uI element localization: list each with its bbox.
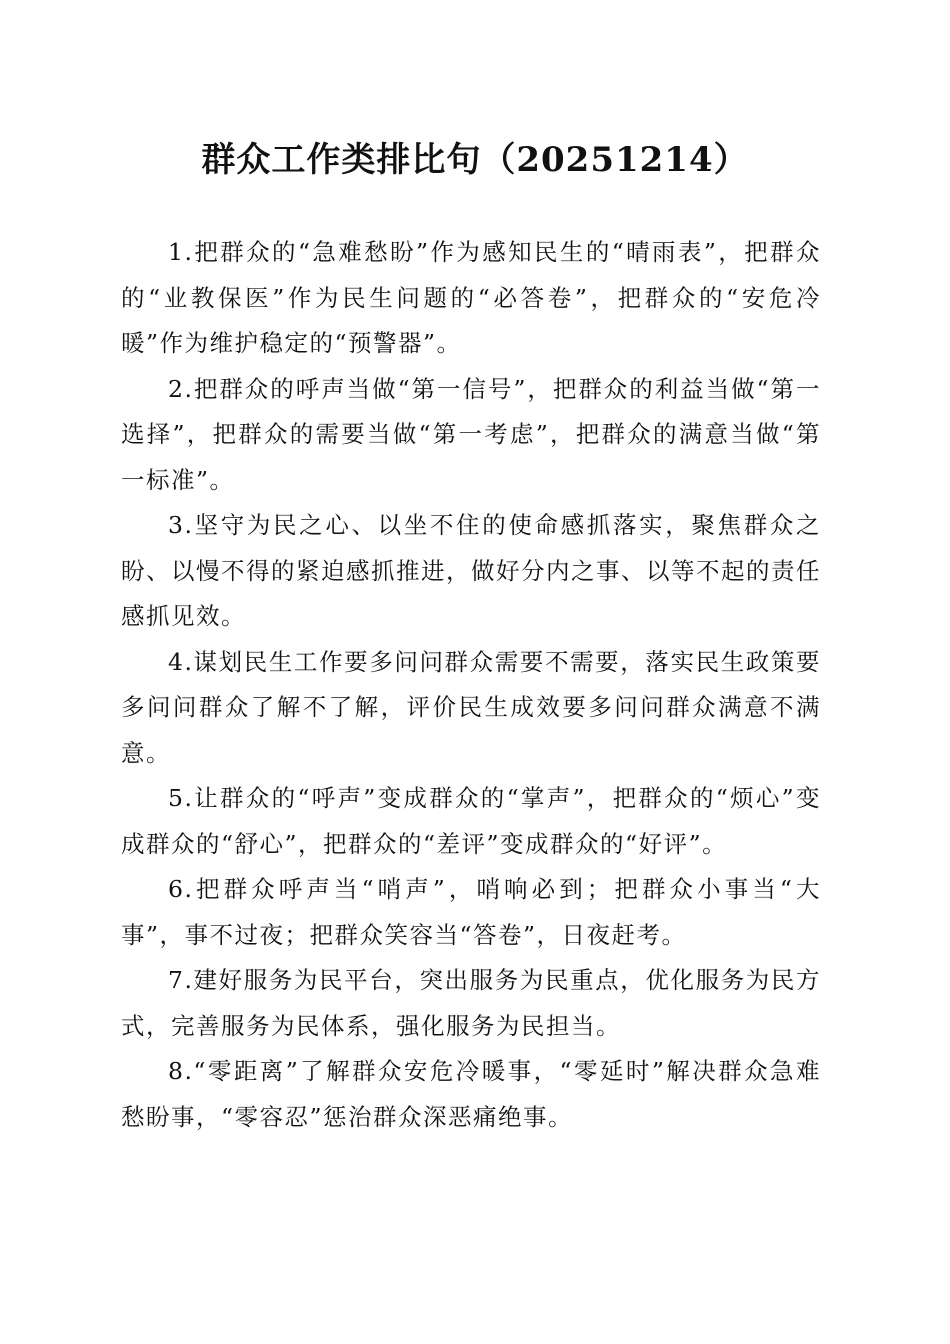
- paragraph-5: 5.让群众的“呼声”变成群众的“掌声”，把群众的“烦心”变成群众的“舒心”，把群众的“差评”变成群众的“好评”。: [121, 784, 821, 858]
- paragraph-1: 1.把群众的“急难愁盼”作为感知民生的“晴雨表”，把群众的“业教保医”作为民生问题的“必答卷”，把群众的“安危冷暖”作为维护稳定的“预警器”。: [121, 238, 821, 357]
- document-title: 群众工作类排比句（20251214）: [201, 140, 749, 180]
- paragraph-8: 8.“零距离”了解群众安危冷暖事，“零延时”解决群众急难愁盼事，“零容忍”惩治群众深恶痛绝事。: [121, 1057, 821, 1131]
- paragraph-4: 4.谋划民生工作要多问问群众需要不需要，落实民生政策要多问问群众了解不了解，评价民生成效要多问问群众满意不满意。: [121, 647, 821, 767]
- paragraph-7: 7.建好服务为民平台，突出服务为民重点，优化服务为民方式，完善服务为民体系，强化服务为民担当。: [121, 966, 821, 1040]
- paragraph-3: 3.坚守为民之心、以坐不住的使命感抓落实，聚焦群众之盼、以慢不得的紧迫感抓推进，做好分内之事、以等不起的责任感抓见效。: [121, 511, 821, 630]
- paragraph-6: 6.把群众呼声当“哨声”，哨响必到；把群众小事当“大事”，事不过夜；把群众笑容当“答卷”，日夜赶考。: [121, 875, 821, 949]
- document-body: [121, 230, 821, 1140]
- paragraph-2: 2.把群众的呼声当做“第一信号”，把群众的利益当做“第一选择”，把群众的需要当做“第一考虑”，把群众的满意当做“第一标准”。: [121, 374, 821, 494]
